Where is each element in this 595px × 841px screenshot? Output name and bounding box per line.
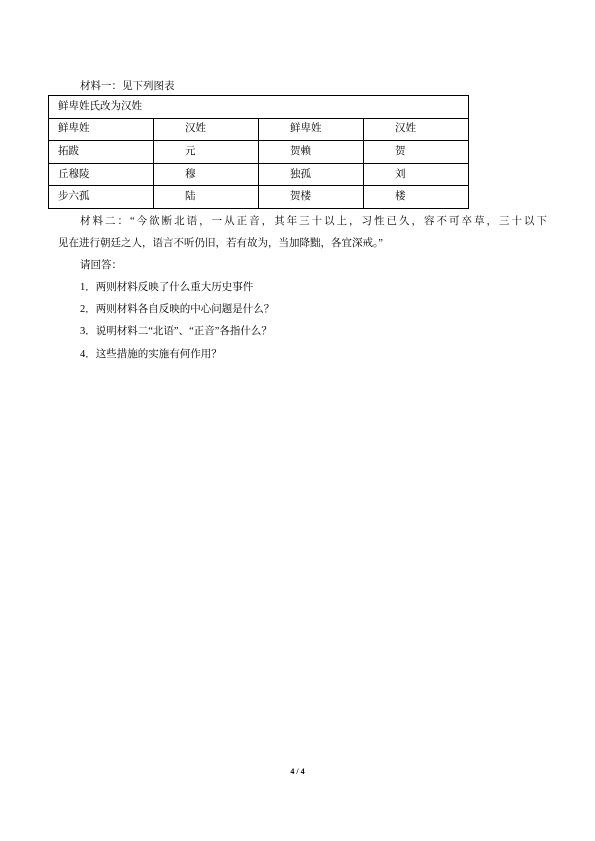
table-row [49, 163, 469, 186]
table-cell: 楼 [364, 186, 469, 209]
table-header-cell: 汉姓 [364, 118, 469, 141]
answer-prompt: 请回答： [80, 260, 122, 271]
table-cell: 穆 [154, 163, 259, 186]
table-cell: 丘穆陵 [49, 163, 154, 186]
table-cell: 拓跋 [49, 141, 154, 164]
question-1: 1．两则材料反映了什么重大历史事件 [80, 282, 254, 293]
table-cell: 步六孤 [49, 186, 154, 209]
material-two-line-1: 材料二：“今欲断北语，一从正音，其年三十以上，习性已久，容不可卒草，三十以下 [80, 216, 547, 227]
material-one-heading: 材料一：见下列图表 [80, 81, 175, 92]
table-header-cell: 汉姓 [154, 118, 259, 141]
table-header-row [49, 118, 469, 141]
table-header-cell: 鲜卑姓 [49, 118, 154, 141]
question-2: 2．两则材料各自反映的中心问题是什么？ [80, 304, 275, 315]
page-number: 4 / 4 [290, 767, 305, 776]
question-3: 3．说明材料二“北语”、“正音”各指什么？ [80, 326, 272, 337]
table-caption: 鲜卑姓氏改为汉姓 [49, 96, 469, 119]
table-caption-row [49, 96, 469, 119]
table-cell: 元 [154, 141, 259, 164]
table-cell: 独孤 [259, 163, 364, 186]
table-row [49, 186, 469, 209]
table-header-cell: 鲜卑姓 [259, 118, 364, 141]
table-cell: 贺赖 [259, 141, 364, 164]
table-cell: 贺楼 [259, 186, 364, 209]
table-cell: 贺 [364, 141, 469, 164]
material-two-line-2: 见在进行朝廷之人，语言不听仍旧，若有故为，当加降黜，各宜深戒。” [58, 238, 383, 249]
table-cell: 陆 [154, 186, 259, 209]
surname-table [48, 95, 469, 209]
question-4: 4．这些措施的实施有何作用？ [80, 349, 222, 360]
table-cell: 刘 [364, 163, 469, 186]
table-row [49, 141, 469, 164]
